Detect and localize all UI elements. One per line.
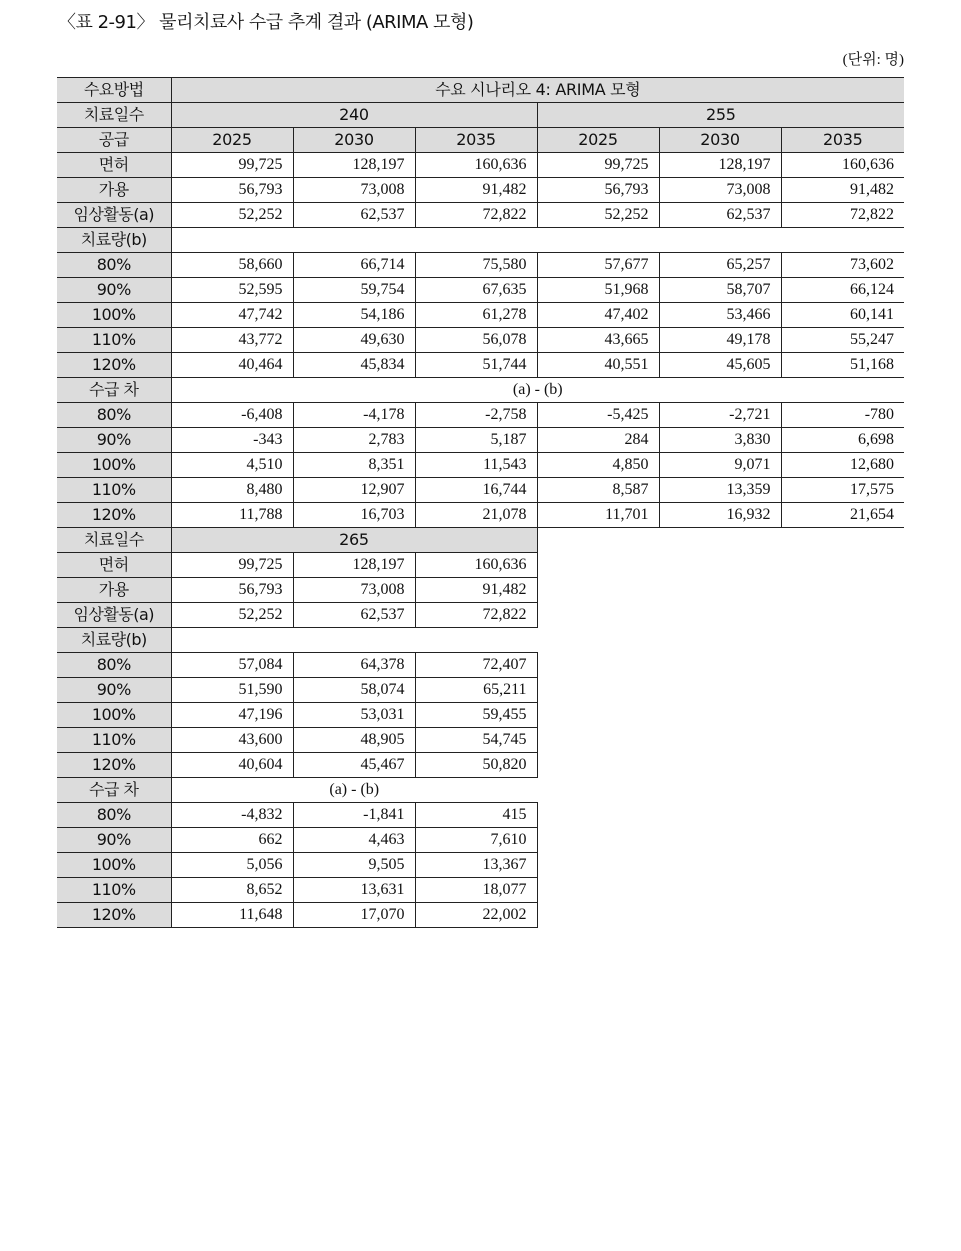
row-label: 90%	[57, 278, 171, 303]
table-cell: 51,168	[781, 353, 904, 378]
table-cell: 47,196	[171, 703, 293, 728]
row-label: 110%	[57, 878, 171, 903]
table-cell: 49,178	[659, 328, 781, 353]
table-cell: 73,008	[293, 178, 415, 203]
table-cell: 57,677	[537, 253, 659, 278]
empty-area	[537, 828, 904, 853]
table-cell: 12,680	[781, 453, 904, 478]
header-row-years	[57, 128, 904, 153]
table-cell: 5,056	[171, 853, 293, 878]
table-cell: 13,359	[659, 478, 781, 503]
row-label: 80%	[57, 803, 171, 828]
empty-area	[537, 753, 904, 778]
table-cell: 56,793	[171, 578, 293, 603]
table-cell: 53,466	[659, 303, 781, 328]
table-cell: 13,631	[293, 878, 415, 903]
amount-section-blank	[171, 628, 537, 653]
clinical-row	[57, 603, 904, 628]
table-cell: 43,600	[171, 728, 293, 753]
table-cell: 59,754	[293, 278, 415, 303]
table-cell: 58,707	[659, 278, 781, 303]
unit-label: (단위: 명)	[842, 52, 904, 68]
diff-row	[57, 503, 904, 528]
table-cell: 45,605	[659, 353, 781, 378]
table-title: 〈표 2-91〉 물리치료사 수급 추계 결과 (ARIMA 모형)	[58, 12, 474, 33]
table-cell: 43,665	[537, 328, 659, 353]
amount-row	[57, 703, 904, 728]
amount-row	[57, 278, 904, 303]
table-cell: 5,187	[415, 428, 537, 453]
table-cell: 8,652	[171, 878, 293, 903]
table-cell: 62,537	[293, 203, 415, 228]
table-cell: 160,636	[415, 553, 537, 578]
table-cell: 62,537	[659, 203, 781, 228]
empty-area	[537, 878, 904, 903]
table-cell: 18,077	[415, 878, 537, 903]
row-label: 임상활동(a)	[57, 603, 171, 628]
table-cell: -6,408	[171, 403, 293, 428]
table-cell: 2,783	[293, 428, 415, 453]
diff-row	[57, 828, 904, 853]
row-label: 90%	[57, 828, 171, 853]
row-label: 120%	[57, 903, 171, 928]
days-label: 치료일수	[57, 528, 171, 553]
table-body	[57, 78, 904, 928]
table-cell: 284	[537, 428, 659, 453]
table-cell: 52,252	[537, 203, 659, 228]
table-cell: -4,178	[293, 403, 415, 428]
table-cell: 65,257	[659, 253, 781, 278]
diff-row	[57, 403, 904, 428]
table-cell: 66,714	[293, 253, 415, 278]
table-cell: 51,744	[415, 353, 537, 378]
license-row	[57, 553, 904, 578]
table-cell: 47,742	[171, 303, 293, 328]
amount-row	[57, 328, 904, 353]
table-cell: 21,654	[781, 503, 904, 528]
table-cell: -343	[171, 428, 293, 453]
table-cell: 662	[171, 828, 293, 853]
table-cell: 99,725	[171, 153, 293, 178]
row-label: 가용	[57, 178, 171, 203]
table-cell: 62,537	[293, 603, 415, 628]
table-cell: 64,378	[293, 653, 415, 678]
table-cell: 66,124	[781, 278, 904, 303]
amount-section-row	[57, 628, 904, 653]
table-cell: 17,070	[293, 903, 415, 928]
diff-section-row	[57, 778, 904, 803]
row-label: 110%	[57, 728, 171, 753]
amount-row	[57, 653, 904, 678]
clinical-row	[57, 203, 904, 228]
table-cell: -4,832	[171, 803, 293, 828]
empty-area	[537, 728, 904, 753]
table-cell: 91,482	[415, 178, 537, 203]
table-cell: 52,252	[171, 603, 293, 628]
license-row	[57, 153, 904, 178]
days-240-header: 240	[171, 103, 537, 128]
table-cell: 73,008	[659, 178, 781, 203]
table-cell: 56,793	[537, 178, 659, 203]
table-cell: 16,703	[293, 503, 415, 528]
days-265-row	[57, 528, 904, 553]
empty-area	[537, 803, 904, 828]
table-cell: 67,635	[415, 278, 537, 303]
table-cell: 7,610	[415, 828, 537, 853]
table-cell: 4,510	[171, 453, 293, 478]
amount-row	[57, 353, 904, 378]
table-cell: 47,402	[537, 303, 659, 328]
diff-row	[57, 803, 904, 828]
days-255-header: 255	[537, 103, 904, 128]
table-cell: 160,636	[415, 153, 537, 178]
table-cell: -2,721	[659, 403, 781, 428]
table-cell: 56,078	[415, 328, 537, 353]
table-cell: 8,351	[293, 453, 415, 478]
row-label: 120%	[57, 353, 171, 378]
row-label: 면허	[57, 553, 171, 578]
table-cell: 73,602	[781, 253, 904, 278]
table-cell: 128,197	[293, 153, 415, 178]
table-cell: 415	[415, 803, 537, 828]
amount-section-row	[57, 228, 904, 253]
table-cell: 99,725	[537, 153, 659, 178]
table-cell: 49,630	[293, 328, 415, 353]
table-cell: 40,551	[537, 353, 659, 378]
diff-row	[57, 853, 904, 878]
table-cell: 72,822	[781, 203, 904, 228]
table-cell: 40,604	[171, 753, 293, 778]
table-cell: 12,907	[293, 478, 415, 503]
empty-area	[537, 778, 904, 803]
empty-area	[537, 703, 904, 728]
table-cell: 17,575	[781, 478, 904, 503]
available-row	[57, 578, 904, 603]
empty-area	[537, 903, 904, 928]
table-cell: 56,793	[171, 178, 293, 203]
diff-row	[57, 903, 904, 928]
diff-section-label: 수급 차	[57, 378, 171, 403]
row-label: 가용	[57, 578, 171, 603]
table-cell: 8,480	[171, 478, 293, 503]
year-header: 2030	[293, 128, 415, 153]
table-cell: -5,425	[537, 403, 659, 428]
diff-row	[57, 453, 904, 478]
table-cell: 50,820	[415, 753, 537, 778]
year-header: 2025	[171, 128, 293, 153]
header-row-days	[57, 103, 904, 128]
table-cell: 65,211	[415, 678, 537, 703]
table-cell: 72,822	[415, 603, 537, 628]
table-cell: 72,407	[415, 653, 537, 678]
row-label: 90%	[57, 428, 171, 453]
table-cell: 52,252	[171, 203, 293, 228]
table-cell: 11,543	[415, 453, 537, 478]
table-cell: 11,701	[537, 503, 659, 528]
row-label: 80%	[57, 653, 171, 678]
row-label: 면허	[57, 153, 171, 178]
table-cell: -780	[781, 403, 904, 428]
table-cell: 73,008	[293, 578, 415, 603]
table-cell: 45,834	[293, 353, 415, 378]
table-cell: 53,031	[293, 703, 415, 728]
table-cell: 51,590	[171, 678, 293, 703]
empty-area	[537, 553, 904, 578]
amount-row	[57, 753, 904, 778]
table-cell: 128,197	[293, 553, 415, 578]
year-header: 2030	[659, 128, 781, 153]
method-label: 수요방법	[57, 78, 171, 103]
table-cell: 21,078	[415, 503, 537, 528]
empty-area	[537, 853, 904, 878]
table-cell: 16,932	[659, 503, 781, 528]
header-row-method	[57, 78, 904, 103]
table-cell: 59,455	[415, 703, 537, 728]
amount-row	[57, 678, 904, 703]
row-label: 100%	[57, 303, 171, 328]
table-cell: 9,071	[659, 453, 781, 478]
row-label: 80%	[57, 253, 171, 278]
row-label: 100%	[57, 703, 171, 728]
table-cell: 51,968	[537, 278, 659, 303]
amount-row	[57, 728, 904, 753]
amount-section-blank	[171, 228, 904, 253]
table-cell: -1,841	[293, 803, 415, 828]
row-label: 120%	[57, 503, 171, 528]
scenario-header: 수요 시나리오 4: ARIMA 모형	[171, 78, 904, 103]
supply-demand-table	[57, 77, 904, 928]
table-cell: 22,002	[415, 903, 537, 928]
table-cell: 99,725	[171, 553, 293, 578]
table-cell: 3,830	[659, 428, 781, 453]
year-header: 2035	[415, 128, 537, 153]
table-cell: 55,247	[781, 328, 904, 353]
table-cell: 16,744	[415, 478, 537, 503]
row-label: 110%	[57, 478, 171, 503]
table-cell: 160,636	[781, 153, 904, 178]
diff-row	[57, 428, 904, 453]
year-header: 2025	[537, 128, 659, 153]
diff-section-label: 수급 차	[57, 778, 171, 803]
row-label: 임상활동(a)	[57, 203, 171, 228]
table-cell: 75,580	[415, 253, 537, 278]
row-label: 100%	[57, 453, 171, 478]
table-cell: 72,822	[415, 203, 537, 228]
table-cell: 6,698	[781, 428, 904, 453]
empty-area	[537, 603, 904, 628]
table-cell: 57,084	[171, 653, 293, 678]
table-cell: 54,745	[415, 728, 537, 753]
table-cell: 9,505	[293, 853, 415, 878]
table-cell: 128,197	[659, 153, 781, 178]
diff-section-row	[57, 378, 904, 403]
empty-area	[537, 653, 904, 678]
row-label: 110%	[57, 328, 171, 353]
diff-row	[57, 878, 904, 903]
table-cell: 43,772	[171, 328, 293, 353]
table-cell: 91,482	[781, 178, 904, 203]
table-cell: 40,464	[171, 353, 293, 378]
amount-section-label: 치료량(b)	[57, 628, 171, 653]
table-cell: 4,850	[537, 453, 659, 478]
table-cell: 52,595	[171, 278, 293, 303]
table-cell: 11,788	[171, 503, 293, 528]
table-cell: 58,660	[171, 253, 293, 278]
amount-row	[57, 303, 904, 328]
days-265-header: 265	[171, 528, 537, 553]
supply-label: 공급	[57, 128, 171, 153]
empty-area	[537, 628, 904, 653]
amount-section-label: 치료량(b)	[57, 228, 171, 253]
table-cell: 91,482	[415, 578, 537, 603]
table-cell: 54,186	[293, 303, 415, 328]
table-cell: 45,467	[293, 753, 415, 778]
table-cell: 11,648	[171, 903, 293, 928]
table-cell: 4,463	[293, 828, 415, 853]
empty-area	[537, 528, 904, 553]
table-cell: 48,905	[293, 728, 415, 753]
empty-area	[537, 578, 904, 603]
days-label: 치료일수	[57, 103, 171, 128]
diff-formula: (a) - (b)	[171, 378, 904, 403]
table-cell: 8,587	[537, 478, 659, 503]
row-label: 100%	[57, 853, 171, 878]
available-row	[57, 178, 904, 203]
row-label: 90%	[57, 678, 171, 703]
diff-formula: (a) - (b)	[171, 778, 537, 803]
amount-row	[57, 253, 904, 278]
table-cell: -2,758	[415, 403, 537, 428]
row-label: 80%	[57, 403, 171, 428]
table-cell: 60,141	[781, 303, 904, 328]
diff-row	[57, 478, 904, 503]
empty-area	[537, 678, 904, 703]
table-cell: 13,367	[415, 853, 537, 878]
table-cell: 61,278	[415, 303, 537, 328]
year-header: 2035	[781, 128, 904, 153]
row-label: 120%	[57, 753, 171, 778]
table-cell: 58,074	[293, 678, 415, 703]
